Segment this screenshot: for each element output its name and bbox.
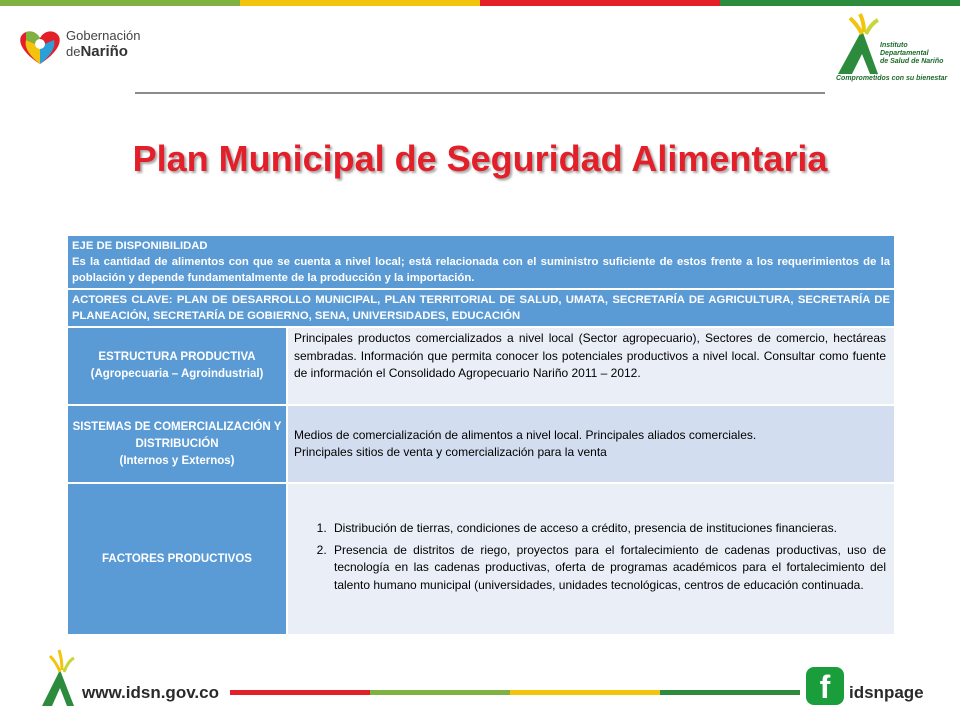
factores-label: FACTORES PRODUCTIVOS (68, 484, 288, 634)
estructura-label-line1: ESTRUCTURA PRODUCTIVA (98, 351, 256, 363)
content-table (68, 236, 894, 636)
estructura-label-line2: (Agropecuaria – Agroindustrial) (90, 368, 264, 380)
factores-item: 1. Distribución de tierras, condiciones de acceso a crédito, presencia de instituciones financieras. (330, 520, 886, 538)
footer-color-line (230, 690, 800, 695)
sistemas-label-line2: (Internos y Externos) (119, 454, 235, 467)
sistemas-text-line2: Principales sitios de venta y comercialización para la venta (294, 445, 607, 459)
factores-list (294, 520, 886, 598)
top-color-stripes (0, 0, 960, 6)
gobernacion-logo-text (66, 28, 140, 60)
idsn-line2: Departamental (880, 50, 929, 57)
actores-row: ACTORES CLAVE: PLAN DE DESARROLLO MUNICIPAL, PLAN TERRITORIAL DE SALUD, UMATA, SECRETARÍA DE AGRICULTURA, SECRETARÍA DE PLANEACIÓN, SECRETARÍA DE GOBIERNO, SENA, UNIVERSIDADES, EDUCACIÓN (68, 290, 894, 328)
sistemas-row (68, 406, 894, 484)
estructura-row (68, 328, 894, 406)
sistemas-text (288, 406, 894, 482)
idsn-line1: Instituto (880, 42, 908, 49)
header-divider (135, 92, 825, 94)
footer-idsn-logo (40, 646, 80, 708)
sistemas-text-line1: Medios de comercialización de alimentos a nivel local. Principales aliados comerciales. (294, 427, 757, 442)
idsn-line3: de Salud de Nariño (880, 58, 944, 65)
factores-item: 2. Presencia de distritos de riego, proyectos para el fortalecimiento de cadenas productivas, uso de tecnología en las cadenas productivas, oferta de programas académicos para el fortalecimiento del talento humano municipal (universidades, unidades tecnológicas, centros de educación continuada. (330, 542, 886, 595)
estructura-text: Principales productos comercializados a nivel local (Sector agropecuario), Sectores de comercio, hectáreas sembradas. Información que permita conocer los potenciales productivos a nivel local. Consultar como fuente de información el Consolidado Agropecuario Nariño 2011 – 2012. (288, 328, 894, 404)
sistemas-label (68, 406, 288, 482)
estructura-label (68, 328, 288, 404)
idsn-logo-text (880, 42, 943, 66)
eje-text: Es la cantidad de alimentos con que se cuenta a nivel local; está relacionada con el suministro suficiente de estos frente a los requerimientos de la población y depende fundamentalmente de la producción y la importación. (72, 256, 890, 284)
footer-url-link[interactable]: www.idsn.gov.co (82, 683, 219, 702)
idsn-tagline: Comprometidos con su bienestar (836, 75, 948, 82)
factores-row (68, 484, 894, 636)
gob-line2-prefix: de (66, 44, 81, 59)
gob-line2-bold: Nariño (80, 43, 128, 60)
facebook-page-link[interactable]: idsnpage (849, 683, 924, 702)
factores-text (288, 484, 894, 634)
eje-heading: EJE DE DISPONIBILIDAD (72, 240, 208, 252)
page-title: Plan Municipal de Seguridad Alimentaria (132, 138, 828, 179)
facebook-icon[interactable]: f (806, 667, 844, 705)
sistemas-label-line1: SISTEMAS DE COMERCIALIZACIÓN Y DISTRIBUCIÓN (72, 420, 282, 450)
eje-row (68, 236, 894, 290)
gob-line1: Gobernación (66, 28, 141, 43)
